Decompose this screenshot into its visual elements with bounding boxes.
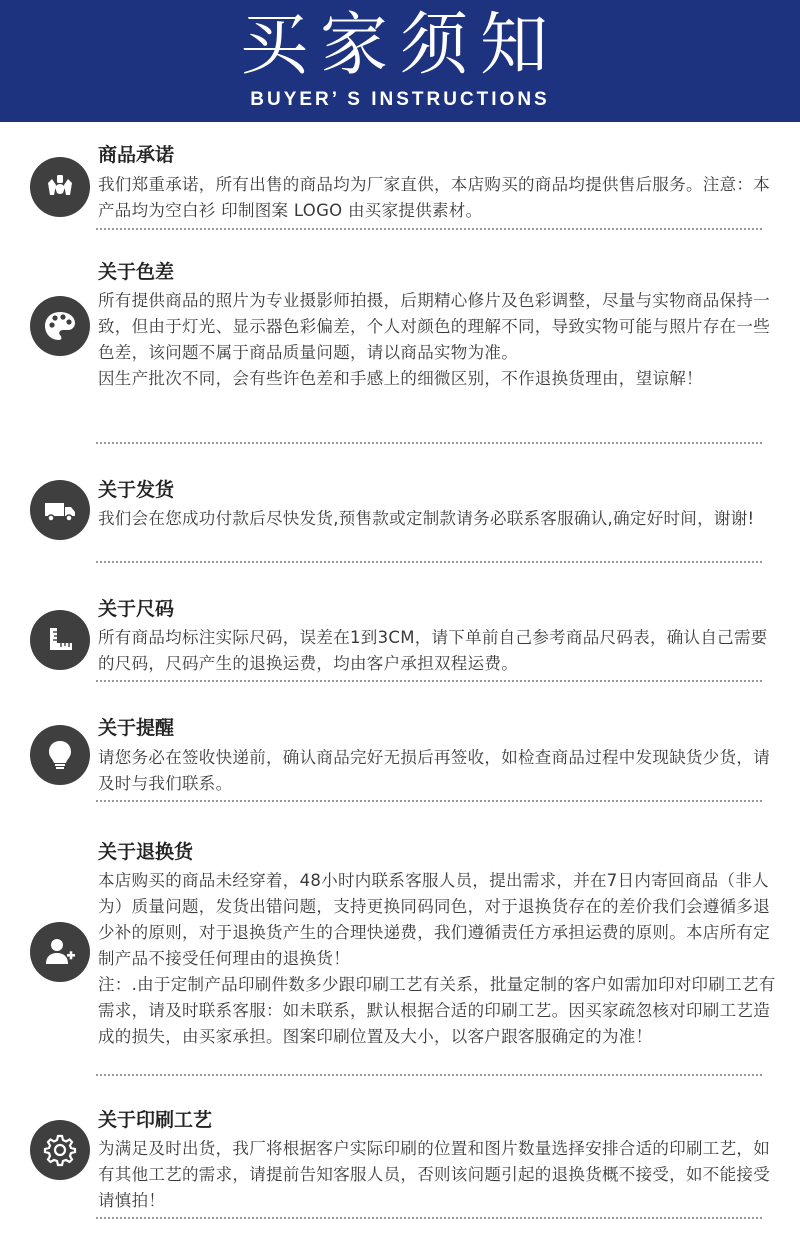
page-title: 买家须知 bbox=[239, 6, 560, 85]
page-subtitle: BUYER’ S INSTRUCTIONS bbox=[250, 89, 550, 110]
truck-icon bbox=[30, 480, 90, 540]
divider bbox=[96, 228, 762, 230]
section-body bbox=[98, 745, 778, 797]
divider bbox=[96, 680, 762, 682]
section-heading: 关于色差 bbox=[98, 261, 175, 283]
divider bbox=[96, 1217, 762, 1219]
section-body bbox=[98, 172, 778, 224]
divider bbox=[96, 800, 762, 802]
section-heading: 关于提醒 bbox=[98, 717, 175, 739]
lightbulb-icon bbox=[30, 725, 90, 785]
section-heading: 关于退换货 bbox=[98, 841, 194, 863]
section-paragraph: 所有商品均标注实际尺码，误差在1到3CM，请下单前自己参考商品尺码表，确认自己需要的尺码，尺码产生的退换运费，均由客户承担双程运费。 bbox=[98, 628, 768, 673]
section-body bbox=[98, 868, 778, 1050]
divider bbox=[96, 561, 762, 563]
section-heading: 关于印刷工艺 bbox=[98, 1109, 213, 1131]
section-paragraph: 注：.由于定制产品印刷件数多少跟印刷工艺有关系，批量定制的客户如需加印对印刷工艺有需求，请及时联系客服：如未联系，默认根据合适的印刷工艺。因买家疏忽核对印刷工艺造成的损失，由买家承担。图案印刷位置及大小，以客户跟客服确定的为准！ bbox=[98, 975, 776, 1046]
section-paragraph: 请您务必在签收快递前，确认商品完好无损后再签收，如检查商品过程中发现缺货少货，请及时与我们联系。 bbox=[98, 748, 770, 793]
user-add-icon bbox=[30, 922, 90, 982]
handshake-icon bbox=[30, 157, 90, 217]
section-heading: 关于发货 bbox=[98, 479, 175, 501]
palette-icon bbox=[30, 296, 90, 356]
divider bbox=[96, 1074, 762, 1076]
gear-icon bbox=[30, 1120, 90, 1180]
header-banner bbox=[0, 0, 800, 122]
section-body bbox=[98, 1136, 778, 1214]
section-paragraph: 所有提供商品的照片为专业摄影师拍摄，后期精心修片及色彩调整，尽量与实物商品保持一致，但由于灯光、显示器色彩偏差，个人对颜色的理解不同，导致实物可能与照片存在一些色差，该问题不属于商品质量问题，请以商品实物为准。 bbox=[98, 291, 770, 362]
section-body bbox=[98, 506, 778, 532]
section-body bbox=[98, 288, 778, 392]
divider bbox=[96, 442, 762, 444]
section-paragraph: 本店购买的商品未经穿着，48小时内联系客服人员，提出需求，并在7日内寄回商品（非人为）质量问题，发货出错问题，支持更换同码同色，对于退换货存在的差价我们会遵循多退少补的原则，对于退换货产生的合理快递费，我们遵循责任方承担运费的原则。本店所有定制产品不接受任何理由的退换货！ bbox=[98, 871, 770, 968]
ruler-icon bbox=[30, 610, 90, 670]
section-paragraph: 我们郑重承诺，所有出售的商品均为厂家直供，本店购买的商品均提供售后服务。注意：本产品均为空白衫 印制图案 LOGO 由买家提供素材。 bbox=[98, 175, 770, 220]
section-heading: 关于尺码 bbox=[98, 598, 175, 620]
section-paragraph: 为满足及时出货，我厂将根据客户实际印刷的位置和图片数量选择安排合适的印刷工艺，如有其他工艺的需求，请提前告知客服人员，否则该问题引起的退换货概不接受，如不能接受请慎拍！ bbox=[98, 1139, 770, 1210]
section-paragraph: 因生产批次不同，会有些许色差和手感上的细微区别，不作退换货理由，望谅解！ bbox=[98, 369, 703, 388]
section-heading: 商品承诺 bbox=[98, 144, 175, 166]
section-paragraph: 我们会在您成功付款后尽快发货,预售款或定制款请务必联系客服确认,确定好时间，谢谢! bbox=[98, 509, 755, 528]
section-body bbox=[98, 625, 778, 677]
